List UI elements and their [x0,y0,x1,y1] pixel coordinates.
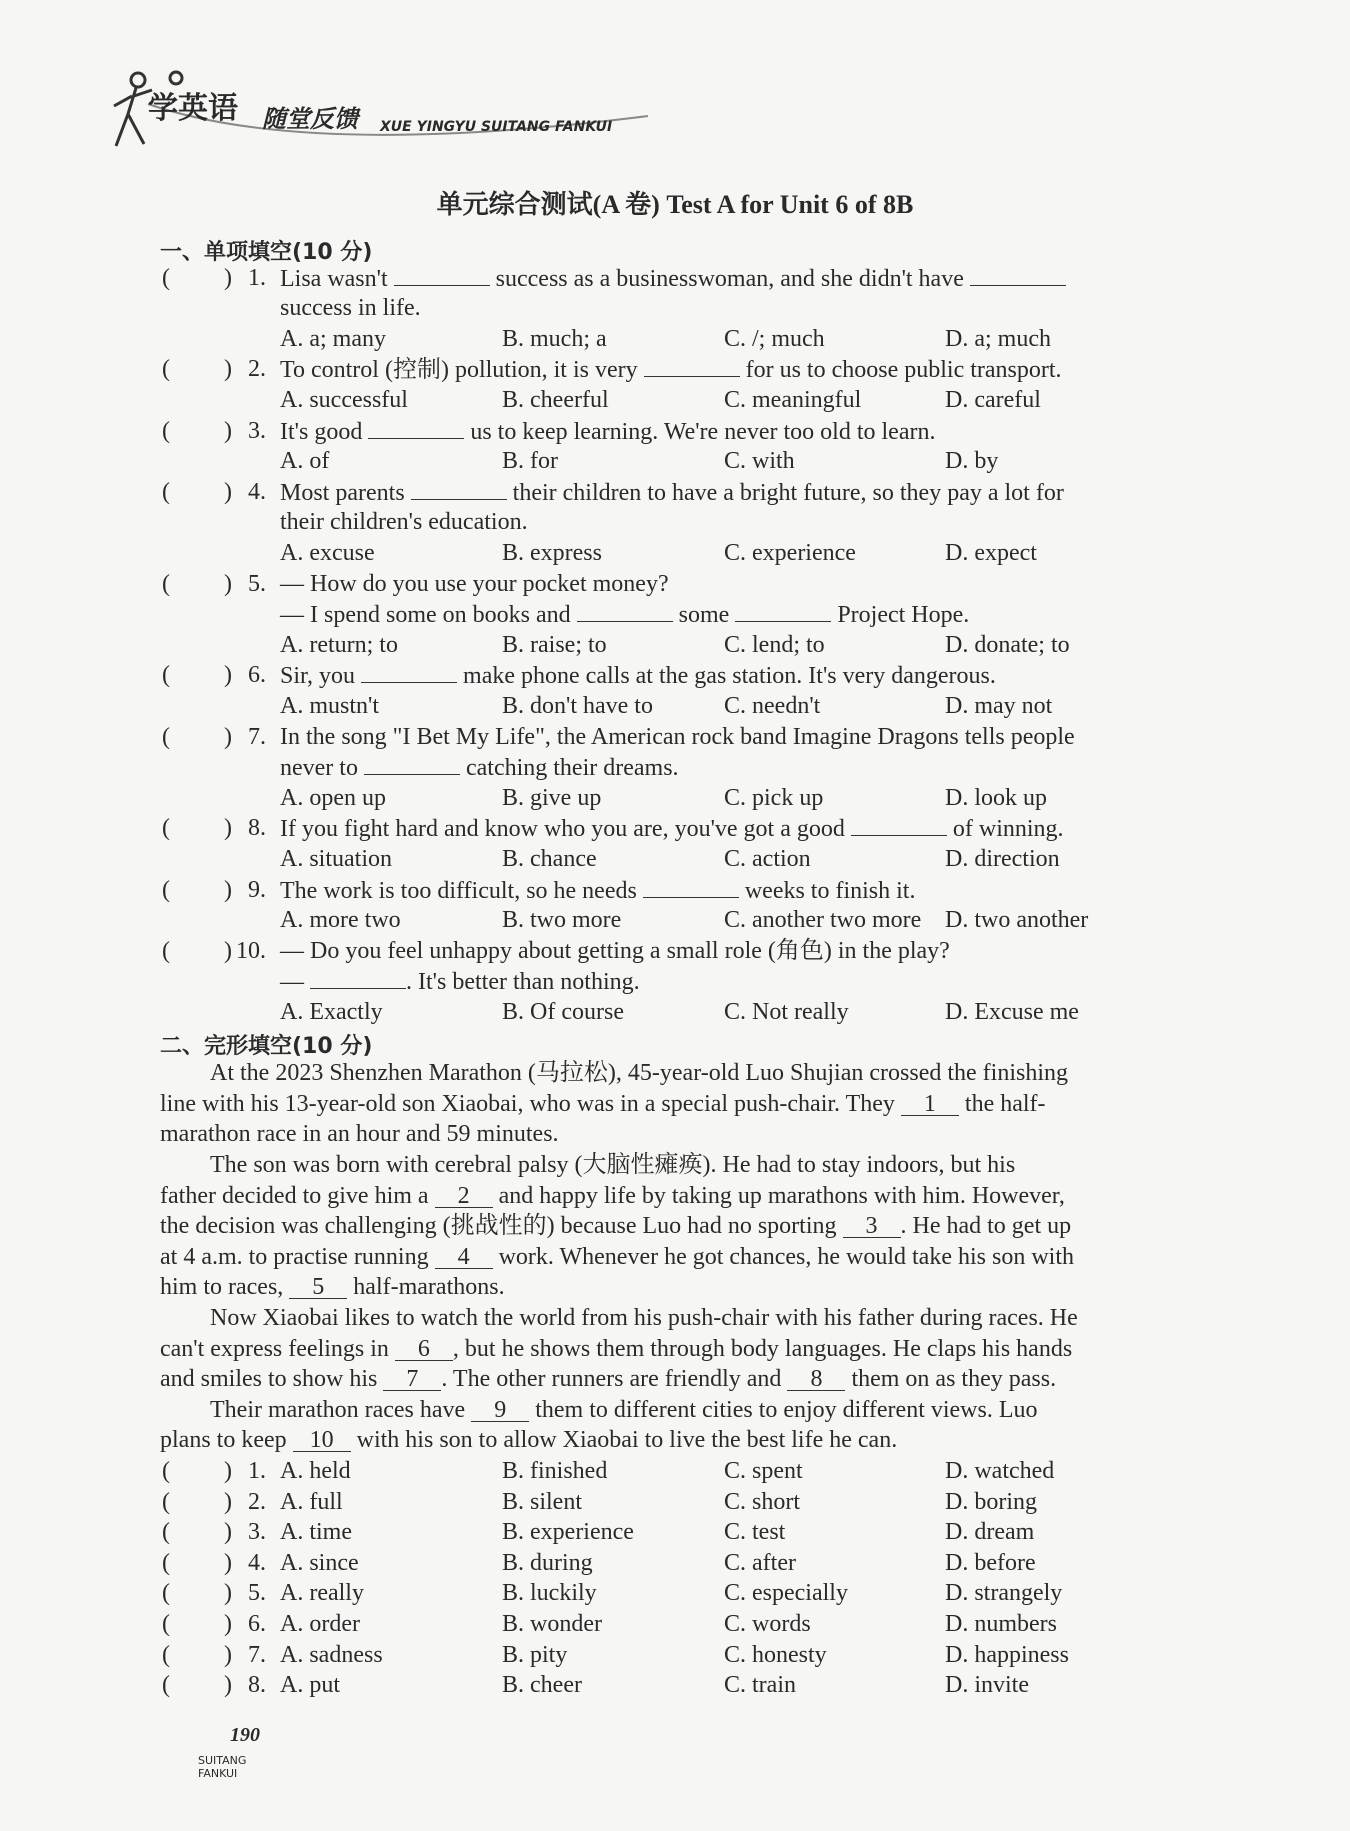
option-a: A. sadness [280,1641,383,1668]
answer-blank: 8 [787,1368,845,1391]
answer-bracket: ) [224,723,232,750]
option-a: A. of [280,448,330,475]
option-a: A. excuse [280,540,375,566]
footer-label: SUITANG FANKUI [198,1754,247,1780]
question-number: 1. [248,264,266,291]
question-text: — How do you use your pocket money? [280,570,669,597]
passage-line: father decided to give him a 2 and happy life by taking up marathons with him. However, [160,1182,1065,1209]
question-text: The work is too difficult, so he needs weeks to finish it. [280,875,915,906]
option-c: C. needn't [724,693,821,719]
answer-blank: 2 [435,1185,493,1208]
passage-line: at 4 a.m. to practise running 4 work. Whenever he got chances, he would take his son with [160,1243,1074,1270]
passage-line: the decision was challenging (挑战性的) because Luo had no sporting 3 . He had to get up [160,1213,1072,1240]
answer-bracket: ( [162,1488,170,1515]
answer-blank [364,752,460,775]
page-number: 190 [230,1724,260,1746]
option-d: D. dream [945,1519,1035,1546]
option-c: C. another two more [724,907,922,934]
passage-line: and smiles to show his 7 . The other runners are friendly and 8 them on as they pass. [160,1366,1057,1393]
option-c: C. Not really [724,999,849,1025]
answer-blank [411,477,507,500]
answer-bracket: ) [224,815,232,842]
answer-blank: 6 [395,1338,453,1361]
question-text: Most parents their children to have a bright future, so they pay a lot for [280,477,1064,508]
option-c: C. spent [724,1458,803,1484]
option-d: D. donate; to [945,631,1070,658]
answer-blank [310,966,406,989]
option-d: D. a; much [945,325,1051,352]
answer-bracket: ( [162,264,170,291]
option-d: D. Excuse me [945,999,1079,1025]
answer-blank [368,416,464,439]
answer-blank: 1 [901,1093,959,1116]
answer-bracket: ) [224,662,232,689]
answer-bracket: ) [224,264,232,291]
answer-bracket: ( [162,1641,170,1668]
option-c: C. with [724,448,795,475]
question-number: 6. [248,662,266,689]
option-b: B. two more [502,907,622,934]
option-a: A. return; to [280,631,398,658]
option-a: A. put [280,1672,340,1699]
answer-bracket: ) [224,1580,232,1607]
question-number: 7. [248,1641,266,1668]
option-a: A. open up [280,784,386,811]
option-b: B. silent [502,1488,583,1515]
question-text: It's good us to keep learning. We're never too old to learn. [280,416,935,447]
question-number: 3. [248,417,266,444]
answer-bracket: ) [224,1488,232,1515]
answer-bracket: ( [162,662,170,689]
option-b: B. for [502,448,558,475]
option-d: D. may not [945,693,1053,719]
option-c: C. after [724,1549,796,1576]
answer-bracket: ) [224,1611,232,1637]
logo-title-cn: 学英语 [148,91,238,126]
answer-bracket: ) [224,876,232,903]
question-text: never to catching their dreams. [280,752,679,783]
option-a: A. successful [280,387,408,413]
answer-bracket: ( [162,1458,170,1484]
option-d: D. two another [945,907,1089,934]
option-c: C. short [724,1488,801,1515]
option-d: D. happiness [945,1641,1069,1668]
question-number: 6. [248,1611,266,1637]
question-number: 2. [248,356,266,383]
option-b: B. raise; to [502,631,607,658]
answer-bracket: ) [224,417,232,444]
option-b: B. Of course [502,999,624,1025]
option-d: D. before [945,1549,1036,1576]
passage-line: plans to keep 10 with his son to allow Xiaobai to live the best life he can. [160,1427,898,1454]
question-text: Sir, you make phone calls at the gas station. It's very dangerous. [280,660,996,691]
answer-bracket: ) [224,1641,232,1668]
option-b: B. chance [502,846,597,872]
question-number: 5. [248,1580,266,1607]
question-text: — Do you feel unhappy about getting a small role (角色) in the play? [280,937,950,964]
answer-bracket: ( [162,1611,170,1637]
question-number: 4. [248,1549,266,1576]
option-d: D. direction [945,846,1060,872]
answer-blank [970,263,1066,286]
answer-blank [394,263,490,286]
logo-subtitle-cn: 随堂反馈 [262,104,358,133]
option-b: B. pity [502,1641,568,1668]
logo-title-en: XUE YINGYU SUITANG FANKUI [380,119,613,135]
answer-bracket: ) [224,1672,232,1699]
option-c: C. test [724,1519,786,1546]
answer-blank: 5 [289,1276,347,1299]
answer-bracket: ) [224,1549,232,1576]
option-d: D. numbers [945,1611,1057,1637]
option-a: A. really [280,1580,364,1607]
question-number: 4. [248,478,266,505]
answer-bracket: ( [162,417,170,444]
option-c: C. lend; to [724,631,825,658]
answer-bracket: ( [162,1549,170,1576]
question-number: 2. [248,1488,266,1515]
answer-bracket: ( [162,570,170,597]
option-c: C. action [724,846,811,872]
passage-line: The son was born with cerebral palsy (大脑性瘫痪). He had to stay indoors, but his [210,1152,1016,1178]
answer-bracket: ( [162,1672,170,1699]
section-heading: 二、完形填空(10 分) [160,1033,373,1059]
option-b: B. luckily [502,1580,597,1607]
answer-bracket: ( [162,1519,170,1546]
option-a: A. a; many [280,325,386,352]
answer-blank [643,875,739,898]
question-number: 1. [248,1458,266,1484]
answer-blank [577,599,673,622]
answer-blank: 3 [843,1215,901,1238]
option-c: C. especially [724,1580,848,1607]
option-a: A. mustn't [280,693,379,719]
answer-bracket: ( [162,876,170,903]
answer-blank: 4 [435,1246,493,1269]
option-d: D. invite [945,1672,1029,1699]
answer-blank [644,354,740,377]
passage-line: At the 2023 Shenzhen Marathon (马拉松), 45-year-old Luo Shujian crossed the finishing [210,1060,1069,1087]
question-text: their children's education. [280,509,528,536]
option-a: A. since [280,1549,359,1576]
question-text: In the song "I Bet My Life", the American rock band Imagine Dragons tells people [280,723,1075,750]
answer-bracket: ) [224,478,232,505]
answer-bracket: ( [162,1580,170,1607]
option-c: C. experience [724,540,856,566]
answer-bracket: ( [162,937,170,964]
answer-bracket: ( [162,723,170,750]
option-b: B. express [502,540,602,566]
answer-bracket: ) [224,937,232,964]
option-d: D. expect [945,540,1037,566]
question-number: 3. [248,1519,266,1546]
option-d: D. look up [945,784,1047,811]
answer-bracket: ) [224,570,232,597]
question-text: — . It's better than nothing. [280,966,640,997]
passage-line: marathon race in an hour and 59 minutes. [160,1121,559,1148]
option-a: A. order [280,1611,360,1637]
question-number: 9. [248,876,266,903]
passage-line: him to races, 5 half-marathons. [160,1274,505,1301]
option-b: B. cheerful [502,387,609,413]
option-c: C. /; much [724,325,825,352]
option-b: B. don't have to [502,693,653,719]
passage-line: Now Xiaobai likes to watch the world from his push-chair with his father during races. He [210,1305,1078,1331]
option-c: C. honesty [724,1641,827,1668]
option-d: D. watched [945,1458,1055,1484]
answer-blank: 9 [471,1399,529,1422]
option-d: D. by [945,448,999,475]
option-a: A. held [280,1458,351,1484]
option-a: A. full [280,1488,343,1515]
option-b: B. experience [502,1519,634,1546]
passage-line: can't express feelings in 6 , but he shows them through body languages. He claps his hands [160,1335,1073,1362]
option-c: C. words [724,1611,811,1637]
answer-bracket: ) [224,1458,232,1484]
answer-bracket: ) [224,356,232,383]
option-c: C. pick up [724,784,824,811]
option-a: A. more two [280,907,401,934]
answer-bracket: ) [224,1519,232,1546]
option-a: A. situation [280,846,392,872]
option-b: B. during [502,1549,593,1576]
question-text: success in life. [280,295,421,322]
question-number: 10. [236,937,266,964]
option-c: C. meaningful [724,387,862,413]
option-d: D. careful [945,387,1041,413]
section-heading: 一、单项填空(10 分) [160,240,373,265]
answer-blank [851,813,947,836]
question-number: 8. [248,1672,266,1699]
page-title: 单元综合测试(A 卷) Test A for Unit 6 of 8B [436,190,914,219]
question-text: To control (控制) pollution, it is very for us to choose public transport. [280,354,1062,385]
option-d: D. boring [945,1488,1037,1515]
option-d: D. strangely [945,1580,1063,1607]
answer-bracket: ( [162,356,170,383]
answer-blank [735,599,831,622]
option-a: A. time [280,1519,352,1546]
option-c: C. train [724,1672,796,1699]
question-number: 7. [248,723,266,750]
answer-bracket: ( [162,478,170,505]
answer-bracket: ( [162,815,170,842]
question-number: 5. [248,570,266,597]
option-b: B. much; a [502,325,607,352]
option-b: B. wonder [502,1611,602,1637]
question-text: If you fight hard and know who you are, you've got a good of winning. [280,813,1064,844]
option-b: B. give up [502,784,602,811]
question-text: Lisa wasn't success as a businesswoman, and she didn't have [280,263,1066,294]
option-b: B. finished [502,1458,608,1484]
question-text: — I spend some on books and some Project Hope. [280,599,969,630]
answer-blank [361,660,457,683]
passage-line: Their marathon races have 9 them to different cities to enjoy different views. Luo [210,1396,1038,1423]
option-b: B. cheer [502,1672,582,1699]
passage-line: line with his 13-year-old son Xiaobai, who was in a special push-chair. They 1 the half- [160,1090,1046,1117]
question-number: 8. [248,815,266,842]
answer-blank: 10 [293,1429,351,1452]
answer-blank: 7 [383,1368,441,1391]
option-a: A. Exactly [280,999,383,1025]
